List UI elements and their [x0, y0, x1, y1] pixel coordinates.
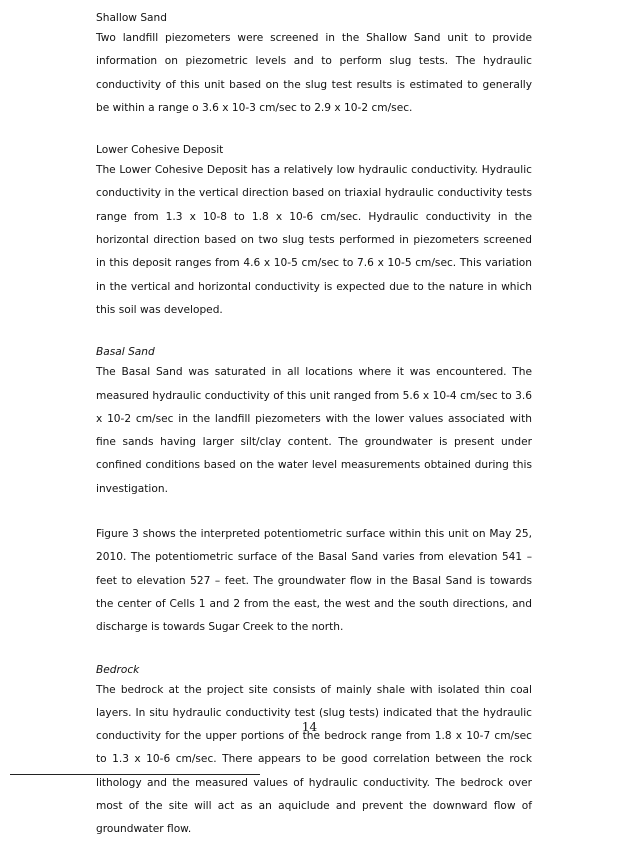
footer-divider: [10, 774, 260, 775]
section-heading: Basal Sand: [96, 346, 155, 359]
section-heading: Lower Cohesive Deposit: [96, 144, 224, 157]
section-shallow-sand: [96, 10, 532, 120]
section-basal-sand: [96, 344, 532, 639]
paragraph: Two landfill piezometers were screened in the Shallow Sand unit to provide information on piezometric levels and to perform slug tests. The hydraulic conductivity of this unit based on the slug test results is estimated to generally be within a range o 3.6 x 10-3 cm/sec to 2.9 x 10-2 cm/sec.: [96, 32, 532, 114]
document-body: [96, 10, 532, 864]
paragraph: Figure 3 shows the interpreted potentiometric surface within this unit on May 25, 2010. The potentiometric surface of the Basal Sand varies from elevation 541 – feet to elevation 527 – feet. The groundwater flow in the Basal Sand is towards the center of Cells 1 and 2 from the east, the west and the south directions, and discharge is towards Sugar Creek to the north.: [96, 528, 532, 634]
section-heading: Shallow Sand: [96, 12, 167, 24]
paragraph: The Basal Sand was saturated in all locations where it was encountered. The measured hydraulic conductivity of this unit ranged from 5.6 x 10-4 cm/sec to 3.6 x 10-2 cm/sec in the landfill piezometers with the lower values associated with fine sands having larger silt/clay content. The groundwater is present under confined conditions based on the water level measurements obtained during this investigation.: [96, 366, 532, 495]
paragraph: The bedrock at the project site consists of mainly shale with isolated thin coal layers. In situ hydraulic conductivity test (slug tests) indicated that the hydraulic conductivity for the upper portions of the bedrock range from 1.8 x 10-7 cm/sec to 1.3 x 10-6 cm/sec. There appears to be good correlation between the rock lithology and the measured values of hydraulic conductivity. The bedrock over most of the site will act as an aquiclude and prevent the downward flow of groundwater flow.: [96, 683, 532, 836]
page-number: 14: [301, 720, 318, 734]
paragraph: The Lower Cohesive Deposit has a relatively low hydraulic conductivity. Hydraulic conductivity in the vertical direction based on triaxial hydraulic conductivity tests range from 1.3 x 10-8 to 1.8 x 10-6 cm/sec. Hydraulic conductivity in the horizontal direction based on two slug tests performed in piezometers screened in this deposit ranges from 4.6 x 10-5 cm/sec to 7.6 x 10-5 cm/sec. This variation in the vertical and horizontal conductivity is expected due to the nature in which this soil was developed.: [96, 164, 532, 316]
section-bedrock: [96, 662, 532, 842]
section-heading: Bedrock: [96, 663, 140, 676]
section-lower-cohesive-deposit: [96, 142, 532, 322]
